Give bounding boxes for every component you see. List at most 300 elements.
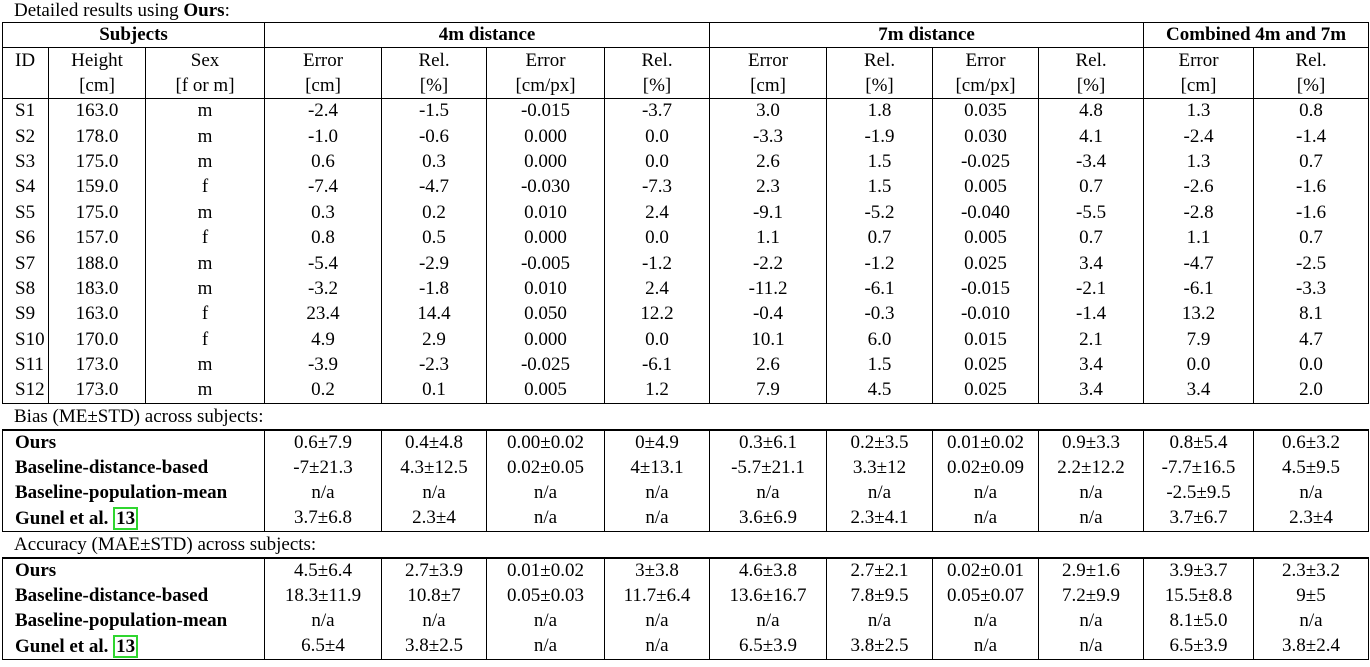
cell-relpx4: n/a	[605, 609, 710, 634]
cell-sex: f	[146, 225, 265, 250]
cell-sex: m	[146, 352, 265, 377]
header-errpx7: Error	[933, 48, 1039, 74]
cell-rel4: 10.8±7	[382, 583, 487, 608]
table-row	[3, 124, 1369, 149]
cell-relpx7: n/a	[1039, 506, 1144, 531]
cell-err4: 4.5±6.4	[265, 558, 382, 583]
cell-errpx7: -0.040	[933, 200, 1039, 225]
method-name: Ours	[15, 431, 57, 453]
cell-err7: -2.2	[710, 251, 827, 276]
cell-sex: m	[146, 251, 265, 276]
cell-err4: -3.9	[265, 352, 382, 377]
cell-errpx7: n/a	[933, 609, 1039, 634]
cell-height: 175.0	[49, 149, 146, 174]
cell-err4: n/a	[265, 480, 382, 505]
summary-row	[3, 430, 1369, 455]
cell-errpx4: -0.030	[487, 175, 605, 200]
cell-rel4: n/a	[382, 480, 487, 505]
cell-id: S4	[3, 175, 49, 200]
cell-errc: 15.5±8.8	[1144, 583, 1254, 608]
cell-errpx4: -0.025	[487, 352, 605, 377]
cell-rel4: n/a	[382, 609, 487, 634]
cell-err4: 3.7±6.8	[265, 506, 382, 531]
cell-errpx4: 0.050	[487, 302, 605, 327]
cell-sex: m	[146, 200, 265, 225]
cell-err4: 18.3±11.9	[265, 583, 382, 608]
method-label	[3, 583, 265, 608]
cell-relpx7: 3.4	[1039, 251, 1144, 276]
cell-errpx4: 0.010	[487, 276, 605, 301]
cell-relc: 2.3±3.2	[1254, 558, 1369, 583]
cell-errpx4: 0.000	[487, 225, 605, 250]
cell-errc: 3.7±6.7	[1144, 506, 1254, 531]
table-row	[3, 225, 1369, 250]
cell-height: 170.0	[49, 327, 146, 352]
method-name: Ours	[15, 559, 57, 581]
cell-relpx7: -3.4	[1039, 149, 1144, 174]
method-name: Baseline-distance-based	[15, 456, 209, 478]
cell-relpx4: 12.2	[605, 302, 710, 327]
header-errpx4: Error	[487, 48, 605, 74]
cell-relpx4: -6.1	[605, 352, 710, 377]
cell-height: 163.0	[49, 99, 146, 124]
results-figure	[2, 0, 1368, 660]
cell-errpx4: n/a	[487, 634, 605, 659]
cell-errc: 0.0	[1144, 352, 1254, 377]
cell-relpx4: 11.7±6.4	[605, 583, 710, 608]
cell-err7: 0.3±6.1	[710, 430, 827, 455]
method-name: Baseline-distance-based	[15, 584, 209, 606]
cell-err7: n/a	[710, 480, 827, 505]
cell-rel7: 4.5	[827, 378, 933, 403]
cell-height: 173.0	[49, 352, 146, 377]
header-id	[3, 73, 49, 99]
header-errpx4: [cm/px]	[487, 73, 605, 99]
cell-errpx4: n/a	[487, 506, 605, 531]
cell-errpx4: 0.005	[487, 378, 605, 403]
method-label	[3, 430, 265, 455]
table-row	[3, 302, 1369, 327]
cell-err7: 3.0	[710, 99, 827, 124]
cell-relpx4: 0.0	[605, 225, 710, 250]
header-sex: Sex	[146, 48, 265, 74]
cell-errc: 1.3	[1144, 99, 1254, 124]
cell-errpx4: 0.000	[487, 327, 605, 352]
cell-sex: m	[146, 378, 265, 403]
cell-id: S6	[3, 225, 49, 250]
cell-errc: -6.1	[1144, 276, 1254, 301]
cell-relpx4: 1.2	[605, 378, 710, 403]
summary-row	[3, 506, 1369, 531]
method-label	[3, 558, 265, 583]
cell-id: S9	[3, 302, 49, 327]
summary-row	[3, 558, 1369, 583]
cell-rel4: 0.1	[382, 378, 487, 403]
summary-row	[3, 455, 1369, 480]
cell-relc: 0.6±3.2	[1254, 430, 1369, 455]
cell-errpx4: 0.02±0.05	[487, 455, 605, 480]
cell-rel4: -1.8	[382, 276, 487, 301]
cell-relpx7: 0.7	[1039, 225, 1144, 250]
cell-rel7: n/a	[827, 480, 933, 505]
cell-rel7: 6.0	[827, 327, 933, 352]
cell-relpx4: 0.0	[605, 124, 710, 149]
cell-errpx4: 0.000	[487, 124, 605, 149]
header-err7: [cm]	[710, 73, 827, 99]
cell-relpx4: n/a	[605, 634, 710, 659]
cell-rel4: -2.3	[382, 352, 487, 377]
cell-rel7: 2.7±2.1	[827, 558, 933, 583]
cell-rel7: 1.5	[827, 352, 933, 377]
cell-errpx7: n/a	[933, 480, 1039, 505]
header-height: Height	[49, 48, 146, 74]
cell-errpx7: n/a	[933, 634, 1039, 659]
cell-errpx7: 0.025	[933, 251, 1039, 276]
cell-sex: m	[146, 99, 265, 124]
cell-errpx7: 0.025	[933, 352, 1039, 377]
cell-rel4: 2.7±3.9	[382, 558, 487, 583]
cell-rel4: -0.6	[382, 124, 487, 149]
cell-relpx7: -1.4	[1039, 302, 1144, 327]
summary-row	[3, 583, 1369, 608]
cell-relc: -2.5	[1296, 252, 1327, 274]
cell-err7: 4.6±3.8	[710, 558, 827, 583]
cell-errc: 1.3	[1144, 149, 1254, 174]
cell-err4: n/a	[265, 609, 382, 634]
summary-row	[3, 609, 1369, 634]
table-row	[3, 352, 1369, 377]
cell-rel7: 3.3±12	[827, 455, 933, 480]
cell-errc: 3.4	[1144, 378, 1254, 403]
cell-relc: 8.1	[1299, 303, 1323, 325]
header-relc: Rel.	[1254, 48, 1369, 74]
cell-errc: -2.8	[1144, 200, 1254, 225]
header-relpx7: Rel.	[1039, 48, 1144, 74]
cell-id: S1	[3, 99, 49, 124]
header-rel4: Rel.	[382, 48, 487, 74]
bias-caption: Bias (ME±STD) across subjects:	[14, 405, 264, 427]
cell-err7: 3.6±6.9	[710, 506, 827, 531]
cell-err4: -1.0	[265, 124, 382, 149]
cell-err4: 0.3	[265, 200, 382, 225]
cell-relc: 2.0	[1299, 379, 1323, 401]
method-label	[3, 634, 265, 659]
bias-table	[2, 429, 1369, 532]
method-label	[3, 480, 265, 505]
cell-relc: 0.7	[1299, 150, 1323, 172]
cell-err4: 0.6	[265, 149, 382, 174]
cell-relpx4: -3.7	[605, 99, 710, 124]
cell-errpx7: 0.05±0.07	[933, 583, 1039, 608]
cell-relpx4: 3±3.8	[605, 558, 710, 583]
cell-height: 178.0	[49, 124, 146, 149]
cell-relpx7: -5.5	[1039, 200, 1144, 225]
cell-errpx4: -0.005	[487, 251, 605, 276]
cell-errpx4: n/a	[487, 609, 605, 634]
subject-rows	[3, 99, 1369, 404]
cell-errc: -7.7±16.5	[1144, 455, 1254, 480]
cell-rel7: n/a	[827, 609, 933, 634]
cell-rel7: -0.3	[827, 302, 933, 327]
cell-relc: 4.7	[1299, 328, 1323, 350]
cell-relc: 4.5±9.5	[1254, 455, 1369, 480]
cell-rel7: -1.2	[827, 251, 933, 276]
method-label	[3, 506, 265, 531]
cell-errc: -2.4	[1144, 124, 1254, 149]
cell-height: 183.0	[49, 276, 146, 301]
cell-relpx7: 3.4	[1039, 352, 1144, 377]
cell-err7: 10.1	[710, 327, 827, 352]
group-header-row	[3, 23, 1369, 48]
cell-err7: 2.6	[710, 149, 827, 174]
cell-err7: 1.1	[710, 225, 827, 250]
cell-rel7: 0.2±3.5	[827, 430, 933, 455]
cell-errpx4: 0.01±0.02	[487, 558, 605, 583]
cell-rel4: 4.3±12.5	[382, 455, 487, 480]
table-row	[3, 99, 1369, 124]
cell-relpx7: n/a	[1039, 609, 1144, 634]
cell-err7: n/a	[710, 609, 827, 634]
cell-rel4: -1.5	[382, 99, 487, 124]
cell-relpx4: 2.4	[605, 276, 710, 301]
cell-errc: 13.2	[1144, 302, 1254, 327]
caption-method: Ours	[183, 0, 225, 21]
cell-errpx7: 0.005	[933, 225, 1039, 250]
summary-row	[3, 480, 1369, 505]
cell-err4: 4.9	[265, 327, 382, 352]
cell-relpx7: -2.1	[1039, 276, 1144, 301]
cell-sex: m	[146, 124, 265, 149]
cell-relpx4: n/a	[605, 480, 710, 505]
cell-rel4: 2.9	[382, 327, 487, 352]
cell-rel4: -4.7	[382, 175, 487, 200]
cell-errpx7: 0.025	[933, 378, 1039, 403]
table-caption	[2, 0, 1368, 22]
header-err4: Error	[265, 48, 382, 74]
cell-errc: -2.6	[1144, 175, 1254, 200]
cell-id: S11	[3, 352, 49, 377]
cell-id: S3	[3, 149, 49, 174]
cell-err4: -2.4	[265, 99, 382, 124]
accuracy-table	[2, 557, 1369, 660]
cell-errpx4: 0.00±0.02	[487, 430, 605, 455]
cell-err4: 0.6±7.9	[265, 430, 382, 455]
cell-relpx7: 3.4	[1039, 378, 1144, 403]
cell-relc: -1.6	[1296, 201, 1327, 223]
cell-relc: n/a	[1254, 480, 1369, 505]
cell-err4: 0.2	[265, 378, 382, 403]
header-errpx7: [cm/px]	[933, 73, 1039, 99]
cell-id: S2	[3, 124, 49, 149]
cell-relpx7: n/a	[1039, 480, 1144, 505]
cell-err4: 6.5±4	[265, 634, 382, 659]
method-label	[3, 455, 265, 480]
group-subjects: Subjects	[3, 23, 265, 48]
citation-link[interactable]: 13	[113, 507, 138, 530]
cell-rel7: 1.8	[827, 99, 933, 124]
cell-rel4: 0.3	[382, 149, 487, 174]
cell-relpx7: 0.7	[1039, 175, 1144, 200]
cell-err7: -9.1	[710, 200, 827, 225]
method-name: Gunel et al.	[15, 635, 114, 657]
caption-suffix: :	[224, 0, 230, 21]
cell-id: S10	[3, 327, 49, 352]
table-row	[3, 251, 1369, 276]
citation-link[interactable]: 13	[113, 635, 138, 658]
group-4m: 4m distance	[265, 23, 710, 48]
cell-err4: -3.2	[265, 276, 382, 301]
header-id: ID	[3, 48, 49, 74]
cell-relpx7: 2.1	[1039, 327, 1144, 352]
cell-relpx4: -1.2	[605, 251, 710, 276]
cell-rel7: 7.8±9.5	[827, 583, 933, 608]
method-label	[3, 609, 265, 634]
cell-rel7: -1.9	[827, 124, 933, 149]
cell-sex: f	[146, 327, 265, 352]
caption-prefix: Detailed results using	[14, 0, 184, 21]
cell-rel7: -5.2	[827, 200, 933, 225]
cell-height: 159.0	[49, 175, 146, 200]
cell-errpx7: 0.02±0.01	[933, 558, 1039, 583]
cell-errc: -4.7	[1144, 251, 1254, 276]
cell-height: 173.0	[49, 378, 146, 403]
cell-id: S8	[3, 276, 49, 301]
cell-errpx7: -0.015	[933, 276, 1039, 301]
cell-errc: 8.1±5.0	[1144, 609, 1254, 634]
header-rel7: Rel.	[827, 48, 933, 74]
cell-err7: 6.5±3.9	[710, 634, 827, 659]
cell-relc: 0.0	[1299, 354, 1323, 376]
cell-errpx4: n/a	[487, 480, 605, 505]
cell-relpx7: n/a	[1039, 634, 1144, 659]
cell-errpx7: 0.015	[933, 327, 1039, 352]
cell-err7: 13.6±16.7	[710, 583, 827, 608]
header-err4: [cm]	[265, 73, 382, 99]
table-row	[3, 276, 1369, 301]
cell-err7: -11.2	[710, 276, 827, 301]
cell-rel4: -2.9	[382, 251, 487, 276]
header-relpx4: Rel.	[605, 48, 710, 74]
column-header-row	[3, 48, 1369, 74]
cell-errc: 0.8±5.4	[1144, 430, 1254, 455]
per-subject-table	[2, 22, 1369, 404]
cell-relc: 0.7	[1299, 227, 1323, 249]
cell-relc: n/a	[1254, 609, 1369, 634]
cell-sex: f	[146, 302, 265, 327]
header-relc: [%]	[1254, 73, 1369, 99]
method-name: Baseline-population-mean	[15, 610, 228, 632]
cell-errpx4: 0.05±0.03	[487, 583, 605, 608]
cell-errpx7: 0.035	[933, 99, 1039, 124]
table-row	[3, 378, 1369, 403]
cell-relpx7: 2.2±12.2	[1039, 455, 1144, 480]
cell-rel7: 1.5	[827, 175, 933, 200]
cell-errpx7: 0.02±0.09	[933, 455, 1039, 480]
cell-relpx4: -7.3	[605, 175, 710, 200]
table-row	[3, 200, 1369, 225]
cell-id: S7	[3, 251, 49, 276]
header-relpx4: [%]	[605, 73, 710, 99]
cell-relc: -1.4	[1296, 125, 1327, 147]
cell-errc: -2.5±9.5	[1144, 480, 1254, 505]
cell-sex: m	[146, 276, 265, 301]
cell-err7: 2.6	[710, 352, 827, 377]
cell-rel4: 3.8±2.5	[382, 634, 487, 659]
cell-errc: 1.1	[1144, 225, 1254, 250]
cell-height: 163.0	[49, 302, 146, 327]
cell-relpx4: 0±4.9	[605, 430, 710, 455]
cell-errc: 3.9±3.7	[1144, 558, 1254, 583]
unit-header-row	[3, 73, 1369, 99]
cell-errpx4: -0.015	[487, 99, 605, 124]
cell-relc: 0.8	[1299, 100, 1323, 122]
header-err7: Error	[710, 48, 827, 74]
cell-err7: -0.4	[710, 302, 827, 327]
cell-rel7: 1.5	[827, 149, 933, 174]
cell-relpx4: 2.4	[605, 200, 710, 225]
cell-height: 157.0	[49, 225, 146, 250]
cell-rel7: 0.7	[827, 225, 933, 250]
cell-rel7: -6.1	[827, 276, 933, 301]
cell-err7: 2.3	[710, 175, 827, 200]
cell-errpx4: 0.000	[487, 149, 605, 174]
cell-errpx7: 0.030	[933, 124, 1039, 149]
header-errc: [cm]	[1144, 73, 1254, 99]
table-row	[3, 149, 1369, 174]
cell-sex: m	[146, 149, 265, 174]
cell-id: S12	[3, 378, 49, 403]
method-name: Baseline-population-mean	[15, 482, 228, 504]
cell-rel4: 0.2	[382, 200, 487, 225]
cell-rel4: 0.4±4.8	[382, 430, 487, 455]
cell-relc: 2.3±4	[1254, 506, 1369, 531]
cell-relpx7: 4.1	[1039, 124, 1144, 149]
cell-relc: -3.3	[1296, 277, 1327, 299]
cell-relpx4: 4±13.1	[605, 455, 710, 480]
cell-rel4: 0.5	[382, 225, 487, 250]
cell-relpx4: 0.0	[605, 327, 710, 352]
group-combined: Combined 4m and 7m	[1166, 24, 1347, 45]
cell-err7: -5.7±21.1	[710, 455, 827, 480]
header-height: [cm]	[49, 73, 146, 99]
cell-rel7: 3.8±2.5	[827, 634, 933, 659]
cell-errpx7: -0.025	[933, 149, 1039, 174]
header-sex: [f or m]	[146, 73, 265, 99]
cell-errpx7: -0.010	[933, 302, 1039, 327]
summary-row	[3, 634, 1369, 659]
cell-errpx7: 0.005	[933, 175, 1039, 200]
cell-relc: 3.8±2.4	[1254, 634, 1369, 659]
cell-err4: -5.4	[265, 251, 382, 276]
cell-relc: 9±5	[1254, 583, 1369, 608]
cell-relc: -1.6	[1296, 176, 1327, 198]
cell-errc: 6.5±3.9	[1144, 634, 1254, 659]
header-rel4: [%]	[382, 73, 487, 99]
cell-err4: -7.4	[265, 175, 382, 200]
cell-height: 175.0	[49, 200, 146, 225]
cell-relpx4: 0.0	[605, 149, 710, 174]
cell-errpx7: 0.01±0.02	[933, 430, 1039, 455]
cell-relpx7: 2.9±1.6	[1039, 558, 1144, 583]
header-relpx7: [%]	[1039, 73, 1144, 99]
cell-relpx7: 0.9±3.3	[1039, 430, 1144, 455]
cell-errpx4: 0.010	[487, 200, 605, 225]
cell-rel4: 14.4	[382, 302, 487, 327]
cell-relpx4: n/a	[605, 506, 710, 531]
table-row	[3, 327, 1369, 352]
cell-err7: -3.3	[710, 124, 827, 149]
cell-err4: -7±21.3	[265, 455, 382, 480]
